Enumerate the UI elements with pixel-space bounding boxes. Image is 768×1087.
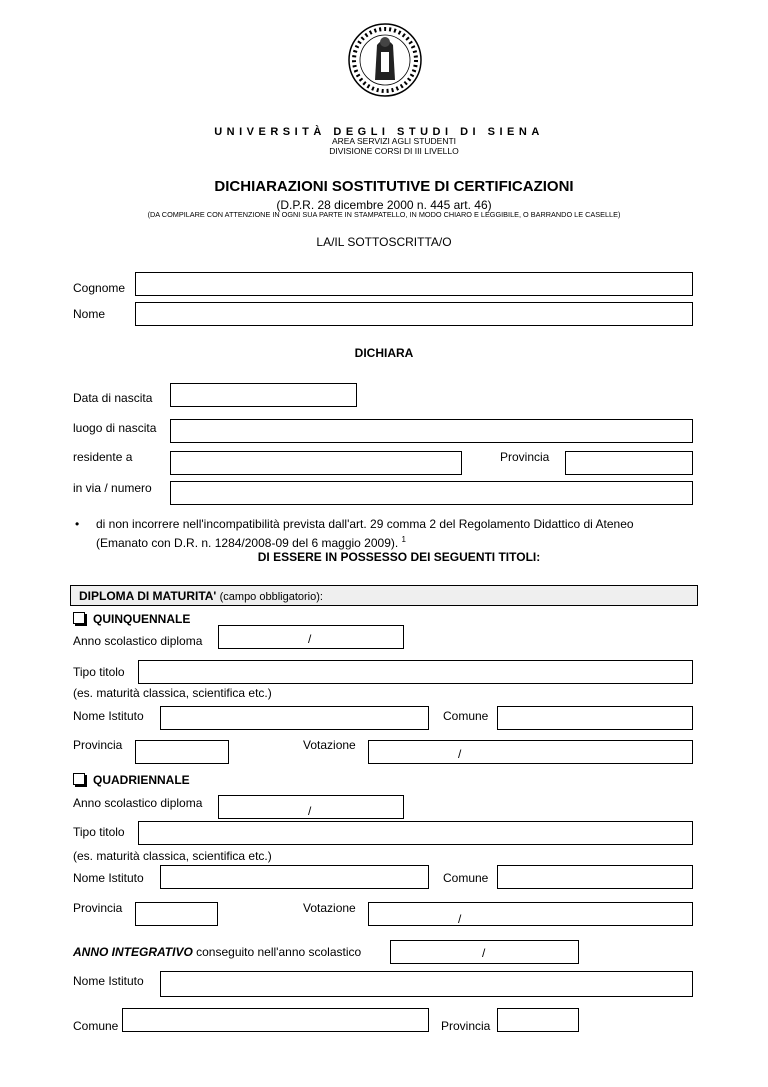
integrativo-year-slash: / [482, 946, 486, 960]
nome-field[interactable] [135, 302, 693, 326]
q4-year-label: Anno scolastico diploma [73, 796, 203, 810]
q4-type-label: Tipo titolo [73, 825, 125, 839]
quadriennale-label: QUADRIENNALE [93, 773, 190, 787]
checkbox-icon[interactable] [73, 773, 85, 785]
area-label: AREA SERVIZI AGLI STUDENTI [331, 136, 457, 146]
integrativo-institute-field[interactable] [160, 971, 693, 997]
checkbox-icon[interactable] [73, 612, 85, 624]
bullet-icon: • [75, 517, 80, 531]
quinquennale-label: QUINQUENNALE [93, 612, 191, 626]
q5-grade-field[interactable] [368, 740, 693, 764]
q5-grade-slash: / [458, 747, 462, 761]
cognome-field[interactable] [135, 272, 693, 296]
q5-province-label: Provincia [73, 738, 123, 752]
integrativo-province-field[interactable] [497, 1008, 579, 1032]
birth-place-field[interactable] [170, 419, 693, 443]
university-name-text: UNIVERSITÀ DEGLI STUDI DI SIENA [214, 126, 544, 138]
mandatory-note: (campo obbligatorio): [219, 591, 323, 603]
decree-reference [96, 533, 406, 550]
integrativo-province-label: Provincia [441, 1019, 491, 1033]
q5-comune-field[interactable] [497, 706, 693, 730]
page-title: DICHIARAZIONI SOSTITUTIVE DI CERTIFICAZIONI [214, 178, 574, 195]
residence-label: residente a [73, 450, 133, 464]
titles-heading: DI ESSERE IN POSSESSO DEI SEGUENTI TITOLI: [257, 550, 541, 564]
birth-place-label: luogo di nascita [73, 421, 157, 435]
residence-province-field[interactable] [565, 451, 693, 475]
integrativo-text: conseguito nell'anno scolastico [196, 945, 362, 959]
q5-type-field[interactable] [138, 660, 693, 684]
q4-institute-field[interactable] [160, 865, 429, 889]
q5-institute-label: Nome Istituto [73, 709, 144, 723]
birth-date-field[interactable] [170, 383, 357, 407]
q5-type-label: Tipo titolo [73, 665, 125, 679]
q4-example: (es. maturità classica, scientifica etc.) [73, 849, 272, 863]
q5-year-label: Anno scolastico diploma [73, 634, 203, 648]
residence-province-label: Provincia [500, 450, 550, 464]
q4-institute-label: Nome Istituto [73, 871, 144, 885]
quadriennale-option[interactable] [73, 773, 190, 787]
integrativo-label [73, 945, 361, 959]
diploma-section-header [70, 585, 698, 606]
footnote-marker: 1 [401, 535, 406, 544]
q4-province-label: Provincia [73, 901, 123, 915]
decree-text: (Emanato con D.R. n. 1284/2008-09 del 6 maggio 2009). [96, 536, 399, 550]
nome-label: Nome [73, 307, 106, 321]
birth-date-label: Data di nascita [73, 391, 153, 405]
q5-example: (es. maturità classica, scientifica etc.) [73, 686, 272, 700]
integrativo-title: ANNO INTEGRATIVO [73, 945, 193, 959]
q5-comune-label: Comune [443, 709, 489, 723]
q4-grade-field[interactable] [368, 902, 693, 926]
diploma-heading: DIPLOMA DI MATURITA' [79, 589, 217, 603]
q4-type-field[interactable] [138, 821, 693, 845]
q4-year-slash: / [308, 804, 312, 818]
q4-grade-slash: / [458, 912, 462, 926]
q4-province-field[interactable] [135, 902, 218, 926]
residence-field[interactable] [170, 451, 462, 475]
q4-comune-field[interactable] [497, 865, 693, 889]
q5-province-field[interactable] [135, 740, 229, 764]
law-reference: (D.P.R. 28 dicembre 2000 n. 445 art. 46) [276, 198, 492, 212]
q5-year-slash: / [308, 632, 312, 646]
q4-comune-label: Comune [443, 871, 489, 885]
university-seal-logo [345, 10, 425, 110]
q5-grade-label: Votazione [303, 738, 356, 752]
dichiara-heading: DICHIARA [354, 346, 414, 360]
integrativo-comune-field[interactable] [122, 1008, 429, 1032]
address-field[interactable] [170, 481, 693, 505]
integrativo-institute-label: Nome Istituto [73, 974, 144, 988]
q4-grade-label: Votazione [303, 901, 356, 915]
q5-institute-field[interactable] [160, 706, 429, 730]
address-label: in via / numero [73, 481, 152, 495]
quinquennale-option[interactable] [73, 612, 190, 626]
instructions: (DA COMPILARE CON ATTENZIONE IN OGNI SUA PARTE IN STAMPATELLO, IN MODO CHIARO E LEGGIBILE, O BARRANDO LE CASELLE) [147, 210, 621, 219]
cognome-label: Cognome [73, 281, 126, 295]
incompatibility-text: di non incorrere nell'incompatibilità prevista dall'art. 29 comma 2 del Regolamento Didattico di Ateneo [96, 517, 634, 531]
integrativo-comune-label: Comune [73, 1019, 119, 1033]
division-label: DIVISIONE CORSI DI III LIVELLO [329, 146, 459, 156]
signatory-heading: LA/IL SOTTOSCRITTA/O [316, 235, 452, 249]
